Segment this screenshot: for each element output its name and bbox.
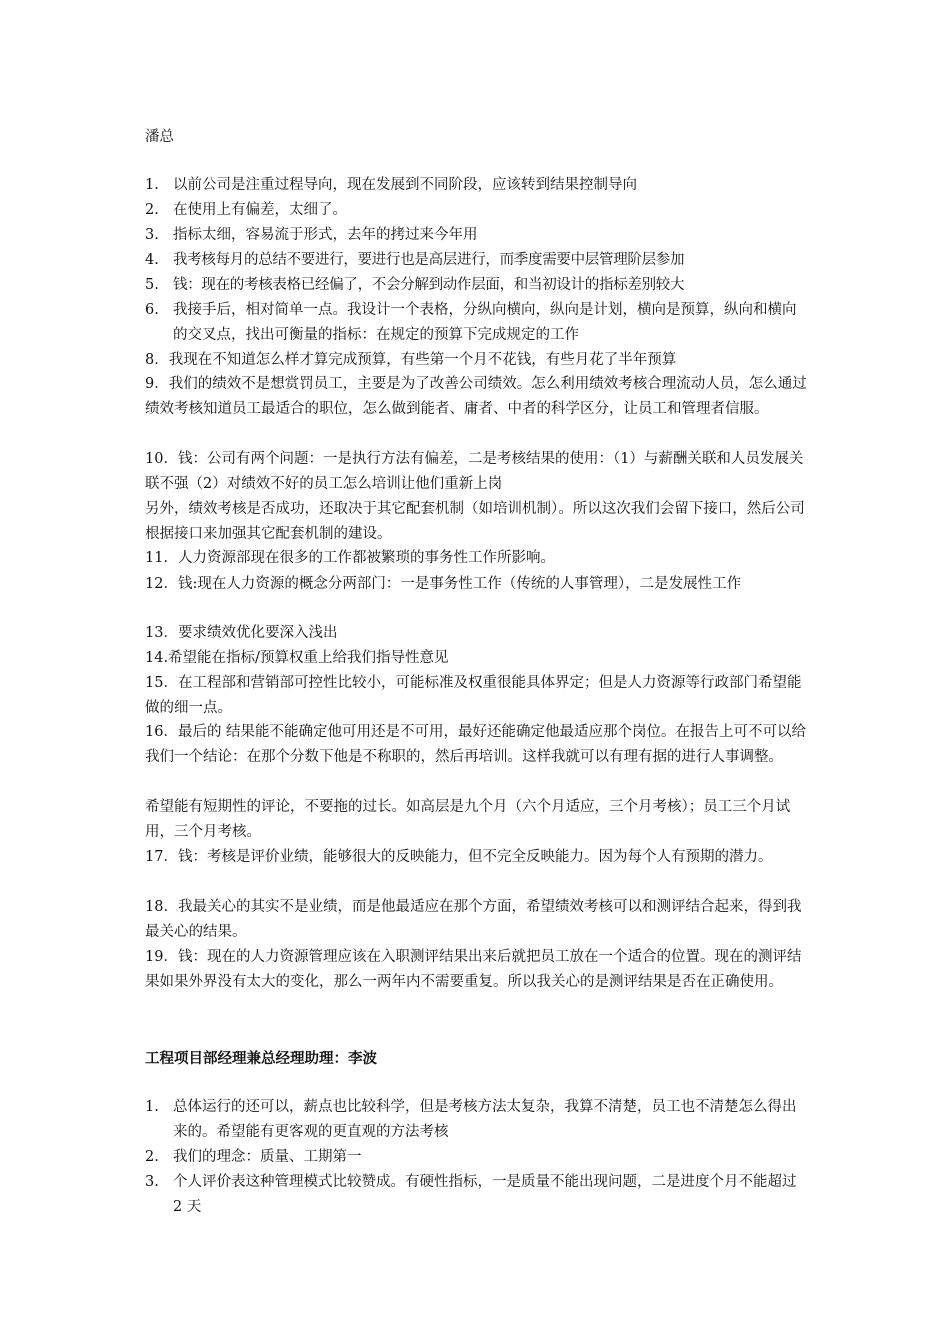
list-item	[145, 1095, 810, 1144]
paragraph: 13．要求绩效优化要深入浅出	[145, 625, 338, 641]
list-text: 我们的理念：质量、工期第一	[173, 1149, 362, 1165]
paragraph: 19．钱：现在的人力资源管理应该在入职测评结果出来后就把员工放在一个适合的位置。现在的测评结果如果外界没有太大的变化，那么一两年内不需要重复。所以我关心的是测评结果是否在正确使用。	[145, 949, 802, 990]
paragraph: 另外，绩效考核是否成功，还取决于其它配套机制（如培训机制）。所以这次我们会留下接口，然后公司根据接口来加强其它配套机制的建设。	[145, 501, 805, 542]
section-title-pan: 潘总	[145, 129, 174, 145]
list-number: 1.	[145, 1099, 159, 1115]
list-text: 以前公司是注重过程导向，现在发展到不同阶段，应该转到结果控制导向	[173, 177, 637, 193]
list-item	[145, 298, 810, 347]
list-number: 5.	[145, 277, 159, 293]
paragraph: 15．在工程部和营销部可控性比较小，可能标准及权重很能具体界定；但是人力资源等行政部门希望能做的细一点。	[145, 675, 802, 716]
list-number: 3.	[145, 227, 159, 243]
list-text: 总体运行的还可以，薪点也比较科学，但是考核方法太复杂，我算不清楚，员工也不清楚怎么得出来的。希望能有更客观的更直观的方法考核	[173, 1099, 797, 1140]
list-text: 在使用上有偏差，太细了。	[173, 202, 347, 218]
section-title-li-bo: 工程项目部经理兼总经理助理：李波	[145, 1050, 377, 1067]
list-item	[145, 248, 810, 273]
list-item	[145, 173, 810, 198]
paragraph: 希望能有短期性的评论，不要拖的过长。如高层是九个月（六个月适应，三个月考核）；员工三个月试用，三个月考核。	[145, 799, 791, 840]
paragraph: 17．钱：考核是评价业绩，能够很大的反映能力，但不完全反映能力。因为每个人有预期的潜力。	[145, 849, 773, 865]
paragraph: 12．钱:现在人力资源的概念分两部门：一是事务性工作（传统的人事管理），二是发展性工作	[145, 576, 742, 592]
list-number: 3.	[145, 1174, 159, 1190]
list-number: 6.	[145, 302, 159, 318]
list-text: 我考核每月的总结不要进行，要进行也是高层进行，而季度需要中层管理阶层参加	[173, 252, 685, 268]
list-number: 2.	[145, 1149, 159, 1165]
list-number: 4.	[145, 252, 159, 268]
list-number: 2.	[145, 202, 159, 218]
list-text: 指标太细，容易流于形式，去年的拷过来今年用	[173, 227, 478, 243]
list-item	[145, 1145, 810, 1170]
paragraph: 8．我现在不知道怎么样才算完成预算，有些第一个月不花钱，有些月花了半年预算	[145, 352, 677, 368]
paragraph: 11．人力资源部现在很多的工作都被繁琐的事务性工作所影响。	[145, 550, 555, 566]
list-number: 1.	[145, 177, 159, 193]
list-text: 个人评价表这种管理模式比较赞成。有硬性指标，一是质量不能出现问题，二是进度个月不能超过 2 天	[173, 1174, 797, 1215]
list-text: 钱：现在的考核表格已经偏了，不会分解到动作层面，和当初设计的指标差别较大	[173, 277, 685, 293]
list-item	[145, 198, 810, 223]
paragraph: 9．我们的绩效不是想赏罚员工，主要是为了改善公司绩效。怎么利用绩效考核合理流动人员，怎么通过绩效考核知道员工最适合的职位，怎么做到能者、庸者、中者的科学区分，让员工和管理者信服。	[145, 376, 807, 417]
list-item	[145, 273, 810, 298]
list-item	[145, 1170, 810, 1219]
paragraph: 14.希望能在指标/预算权重上给我们指导性意见	[145, 650, 449, 666]
list-item	[145, 223, 810, 248]
paragraph: 18．我最关心的其实不是业绩，而是他最适应在那个方面，希望绩效考核可以和测评结合起来，得到我最关心的结果。	[145, 899, 802, 940]
paragraph: 16．最后的 结果能不能确定他可用还是不可用，最好还能确定他最适应那个岗位。在报告上可不可以给我们一个结论：在那个分数下他是不称职的，然后再培训。这样我就可以有理有据的进行人事调整。	[145, 724, 807, 765]
paragraph: 10．钱：公司有两个问题：一是执行方法有偏差，二是考核结果的使用：（1）与薪酬关联和人员发展关联不强（2）对绩效不好的员工怎么培训让他们重新上岗	[145, 451, 804, 492]
list-text: 我接手后，相对简单一点。我设计一个表格，分纵向横向，纵向是计划，横向是预算，纵向和横向的交叉点，找出可衡量的指标：在规定的预算下完成规定的工作	[173, 302, 797, 343]
